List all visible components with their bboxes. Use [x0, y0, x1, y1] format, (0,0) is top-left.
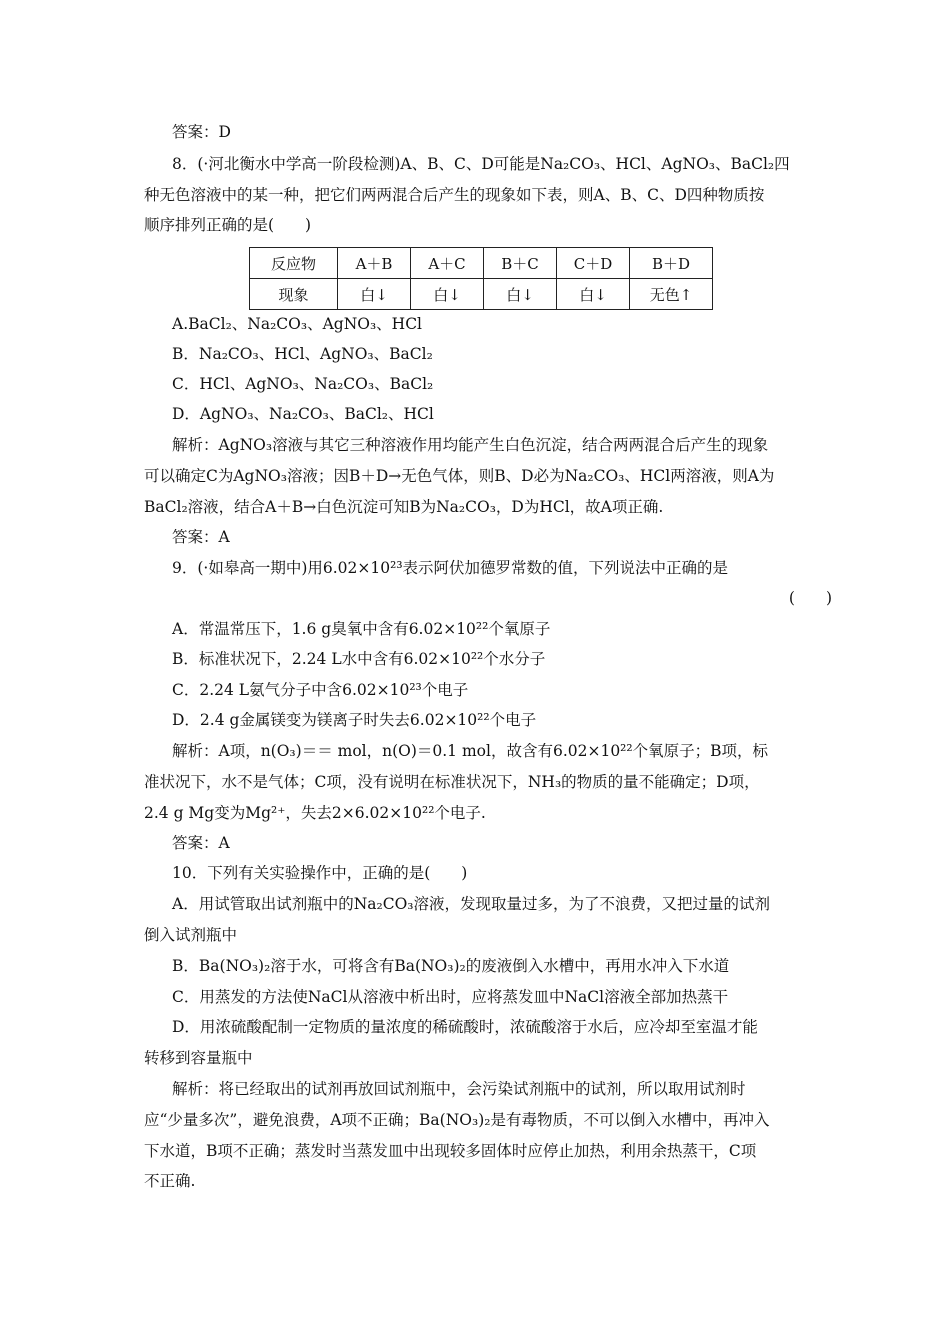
answer-7: 答案：D	[172, 123, 231, 141]
option-c: C．HCl、AgNO₃、Na₂CO₃、BaCl₂	[172, 375, 434, 393]
option-c: C．用蒸发的方法使NaCl从溶液中析出时，应将蒸发皿中NaCl溶液全部加热蒸干	[172, 988, 729, 1006]
option-a-line-2: 倒入试剂瓶中	[144, 926, 238, 944]
question-8-line-3: 顺序排列正确的是( )	[144, 216, 312, 234]
analysis-8-line-1: 解析：AgNO₃溶液与其它三种溶液作用均能产生白色沉淀，结合两两混合后产生的现象	[172, 436, 769, 454]
table-cell: 白↓	[484, 279, 557, 310]
analysis-8-line-3: BaCl₂溶液，结合A＋B→白色沉淀可知B为Na₂CO₃，D为HCl，故A项正确.	[144, 498, 664, 516]
option-c: C．2.24 L氨气分子中含6.02×10²³个电子	[172, 681, 469, 699]
option-a: A．常温常压下，1.6 g臭氧中含有6.02×10²²个氧原子	[172, 620, 551, 638]
analysis-10-line-2: 应“少量多次”，避免浪费，A项不正确；Ba(NO₃)₂是有毒物质，不可以倒入水槽中，再冲入	[144, 1111, 770, 1129]
analysis-10-line-3: 下水道，B项不正确；蒸发时当蒸发皿中出现较多固体时应停止加热，利用余热蒸干，C项	[144, 1142, 757, 1160]
option-d: D．AgNO₃、Na₂CO₃、BaCl₂、HCl	[172, 405, 434, 423]
table-cell: 白↓	[411, 279, 484, 310]
option-d-line-2: 转移到容量瓶中	[144, 1049, 253, 1067]
option-b: B．标准状况下，2.24 L水中含有6.02×10²²个水分子	[172, 650, 546, 668]
reaction-table	[249, 247, 713, 310]
answer-9: 答案：A	[172, 834, 230, 852]
table-cell: 白↓	[338, 279, 411, 310]
question-10: 10．下列有关实验操作中，正确的是( )	[172, 864, 468, 882]
option-a-line-1: A．用试管取出试剂瓶中的Na₂CO₃溶液，发现取量过多，为了不浪费，又把过量的试剂	[172, 895, 770, 913]
answer-8: 答案：A	[172, 528, 230, 546]
table-row	[250, 248, 713, 279]
question-9-bracket: ( )	[788, 589, 832, 607]
option-d-line-1: D．用浓硫酸配制一定物质的量浓度的稀硫酸时，浓硫酸溶于水后，应冷却至室温才能	[172, 1018, 758, 1036]
analysis-9-line-3: 2.4 g Mg变为Mg²⁺，失去2×6.02×10²²个电子.	[144, 804, 486, 822]
table-header-cell: A＋B	[338, 248, 411, 279]
table-header-cell: B＋C	[484, 248, 557, 279]
table-header-cell: C＋D	[557, 248, 630, 279]
table-cell: 现象	[250, 279, 338, 310]
analysis-9-line-1: 解析：A项，n(O₃)＝＝ mol，n(O)＝0.1 mol，故含有6.02×10²²个氧原子；B项，标	[172, 742, 768, 760]
option-a: A.BaCl₂、Na₂CO₃、AgNO₃、HCl	[172, 315, 423, 333]
question-8-line-1: 8．(·河北衡水中学高一阶段检测)A、B、C、D可能是Na₂CO₃、HCl、AgNO₃、BaCl₂四	[172, 155, 790, 173]
analysis-9-line-2: 准状况下，水不是气体；C项，没有说明在标准状况下，NH₃的物质的量不能确定；D项，	[144, 773, 760, 791]
table-row	[250, 279, 713, 310]
question-8-line-2: 种无色溶液中的某一种，把它们两两混合后产生的现象如下表，则A、B、C、D四种物质按	[144, 186, 765, 204]
option-d: D．2.4 g金属镁变为镁离子时失去6.02×10²²个电子	[172, 711, 537, 729]
table-cell: 白↓	[557, 279, 630, 310]
option-b: B．Ba(NO₃)₂溶于水，可将含有Ba(NO₃)₂的废液倒入水槽中，再用水冲入下水道	[172, 957, 730, 975]
table-header-cell: 反应物	[250, 248, 338, 279]
table-header-cell: B＋D	[630, 248, 713, 279]
table-cell: 无色↑	[630, 279, 713, 310]
table-header-cell: A＋C	[411, 248, 484, 279]
option-b: B．Na₂CO₃、HCl、AgNO₃、BaCl₂	[172, 345, 433, 363]
analysis-10-line-4: 不正确.	[144, 1172, 196, 1190]
analysis-8-line-2: 可以确定C为AgNO₃溶液；因B＋D→无色气体，则B、D必为Na₂CO₃、HCl两溶液，则A为	[144, 467, 775, 485]
analysis-10-line-1: 解析：将已经取出的试剂再放回试剂瓶中，会污染试剂瓶中的试剂，所以取用试剂时	[172, 1080, 746, 1098]
question-9-line-1: 9．(·如皋高一期中)用6.02×10²³表示阿伏加德罗常数的值，下列说法中正确的是	[172, 559, 729, 577]
